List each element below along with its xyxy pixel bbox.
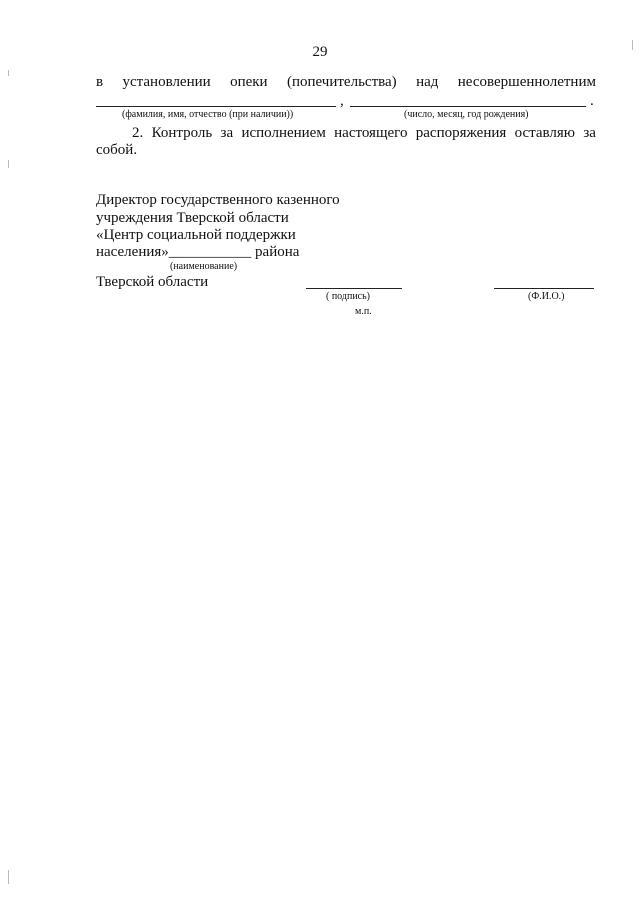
word: оставляю — [514, 125, 576, 141]
stamp-place: м.п. — [355, 306, 372, 317]
initials-line — [494, 288, 594, 289]
fill-line-fio — [96, 106, 336, 107]
paragraph-2-line-1 — [132, 125, 596, 142]
caption-fio: (фамилия, имя, отчество (при наличии)) — [122, 109, 294, 120]
caption-birthdate: (число, месяц, год рождения) — [404, 109, 529, 120]
word: опеки — [230, 74, 268, 90]
caption-signature: ( подпись) — [326, 291, 371, 302]
caption-name: (наименование) — [170, 261, 238, 272]
comma-separator: , — [340, 93, 344, 109]
caption-initials: (Ф.И.О.) — [528, 291, 565, 302]
word: распоряжения — [415, 125, 507, 141]
word: в — [96, 74, 104, 90]
fill-line-birthdate — [350, 106, 586, 107]
word: Контроль — [151, 125, 213, 141]
director-line-4: населения»___________ района — [96, 244, 300, 260]
word: настоящего — [334, 125, 408, 141]
paragraph-2-line-2: собой. — [96, 142, 138, 158]
word: за — [220, 125, 234, 141]
scan-mark — [8, 870, 9, 884]
text-line-guardianship — [96, 74, 596, 91]
region-line: Тверской области — [96, 274, 209, 290]
director-line-3: «Центр социальной поддержки — [96, 227, 296, 243]
word: исполнением — [241, 125, 326, 141]
word: над — [416, 74, 439, 90]
page-number: 29 — [312, 44, 328, 60]
scan-mark — [632, 40, 633, 50]
word: (попечительства) — [286, 74, 397, 90]
scan-mark — [8, 160, 9, 168]
director-line-2: учреждения Тверской области — [96, 210, 289, 226]
director-line-1: Директор государственного казенного — [96, 192, 340, 208]
line-end-period: . — [590, 93, 594, 109]
word: установлении — [122, 74, 211, 90]
word: 2. — [132, 125, 144, 141]
signature-line — [306, 288, 402, 289]
word: за — [583, 125, 596, 141]
word: несовершеннолетним — [457, 74, 596, 90]
scan-mark — [8, 70, 9, 76]
